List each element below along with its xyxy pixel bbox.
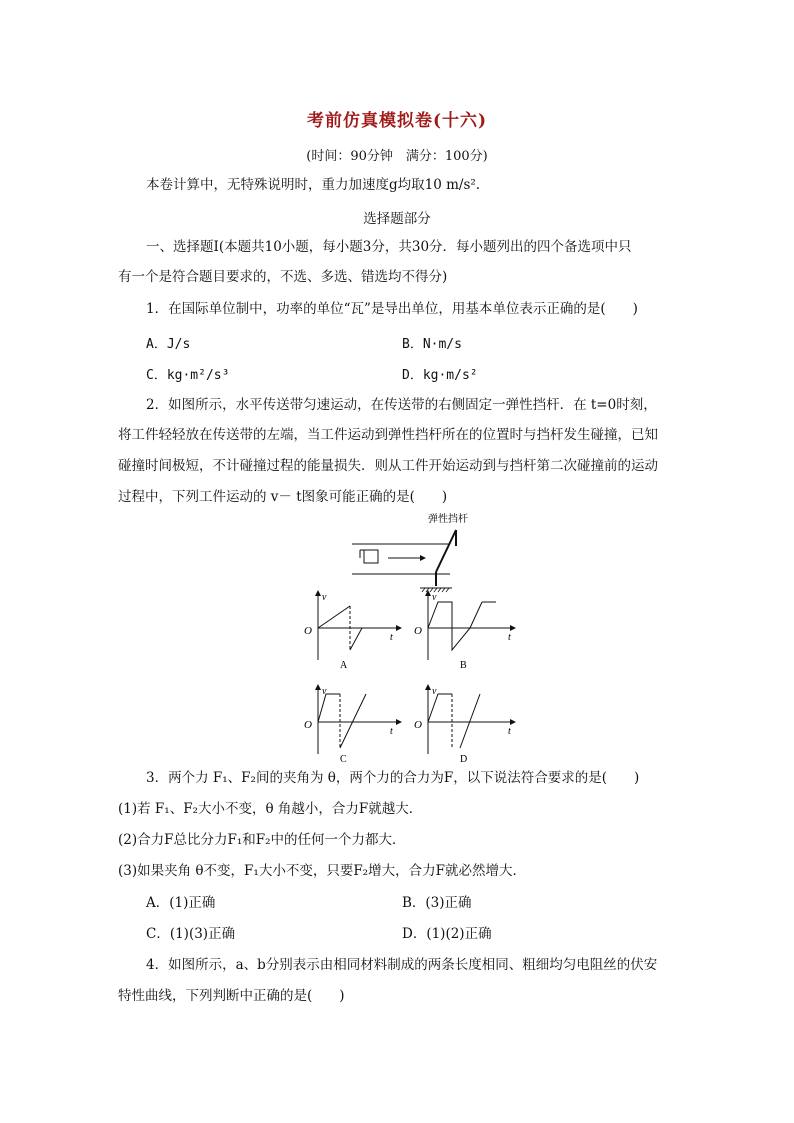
q2-line3: 碰撞时间极短，不计碰撞过程的能量损失．则从工件开始运动到与挡杆第二次碰撞前的运动 — [118, 458, 658, 474]
time-info: (时间：90分钟 满分：100分) — [306, 149, 488, 164]
graph-c — [302, 682, 402, 768]
svg-text:t: t — [508, 632, 511, 643]
svg-text:t: t — [508, 726, 511, 737]
q3-option-b: B．(3)正确 — [402, 895, 472, 911]
graph-c-label: C — [340, 754, 347, 765]
part1-heading-line1: 一、选择题Ⅰ(本题共10小题，每小题3分，共30分．每小题列出的四个备选项中只 — [146, 239, 632, 255]
q1-option-c: C．kg·m²/s³ — [146, 368, 230, 383]
curve — [318, 606, 350, 628]
graph-b — [412, 588, 522, 674]
svg-text:t: t — [390, 632, 393, 643]
svg-text:v: v — [322, 686, 327, 697]
svg-text:v: v — [432, 686, 437, 697]
svg-text:O: O — [304, 625, 312, 637]
curve — [428, 694, 452, 722]
q3-statement-2: (2)合力F总比分力F₁和F₂中的任何一个力都大． — [118, 832, 406, 848]
section-title: 选择题部分 — [363, 211, 431, 227]
graph-a-label: A — [340, 660, 348, 671]
q1-option-b: B．N·m/s — [402, 337, 462, 352]
q3-option-c: C．(1)(3)正确 — [146, 926, 236, 942]
gravity-note: 本卷计算中，无特殊说明时，重力加速度g均取10 m/s². — [146, 177, 481, 193]
q2-line1: 2．如图所示，水平传送带匀速运动，在传送带的右侧固定一弹性挡杆．在 t=0时刻， — [146, 397, 657, 413]
svg-text:O: O — [304, 719, 312, 731]
q2-line2: 将工件轻轻放在传送带的左端，当工件运动到弹性挡杆所在的位置时与挡杆发生碰撞，已知 — [118, 427, 658, 443]
q1-option-d: D．kg·m/s² — [402, 368, 478, 383]
q1-option-a: A．J/s — [146, 337, 191, 352]
q4-line2: 特性曲线，下列判断中正确的是( ) — [118, 988, 345, 1004]
q3-option-a: A．(1)正确 — [146, 895, 216, 911]
svg-text:O: O — [414, 625, 422, 637]
curve — [318, 694, 340, 722]
q3-statement-1: (1)若 F₁、F₂大小不变，θ 角越小，合力F就越大． — [118, 801, 423, 817]
q1-stem: 1．在国际单位制中，功率的单位“瓦”是导出单位，用基本单位表示正确的是( ) — [146, 301, 638, 317]
baffle-label: 弹性挡杆 — [428, 514, 468, 525]
q4-line1: 4．如图所示，a、b分别表示由相同材料制成的两条长度相同、粗细均匀电阻丝的伏安 — [146, 957, 658, 973]
graph-a — [302, 588, 402, 674]
curve — [428, 602, 470, 650]
graph-d — [412, 682, 522, 768]
graph-d-label: D — [460, 754, 468, 765]
svg-text:O: O — [414, 719, 422, 731]
svg-text:v: v — [432, 592, 437, 603]
q3-option-d: D．(1)(2)正确 — [402, 926, 492, 942]
q2-line4: 过程中，下列工件运动的 v－ t图象可能正确的是( ) — [118, 489, 448, 505]
q3-stem: 3．两个力 F₁、F₂间的夹角为 θ，两个力的合力为F，以下说法符合要求的是( ) — [146, 770, 640, 786]
part1-heading-line2: 有一个是符合题目要求的，不选、多选、错选均不得分) — [118, 269, 448, 285]
svg-text:v: v — [322, 592, 327, 603]
page-title: 考前仿真模拟卷(十六) — [306, 111, 488, 131]
q3-statement-3: (3)如果夹角 θ不变，F₁大小不变，只要F₂增大，合力F就必然增大． — [118, 863, 526, 879]
workpiece-box — [364, 550, 378, 563]
graph-b-label: B — [460, 660, 467, 671]
svg-text:t: t — [390, 726, 393, 737]
